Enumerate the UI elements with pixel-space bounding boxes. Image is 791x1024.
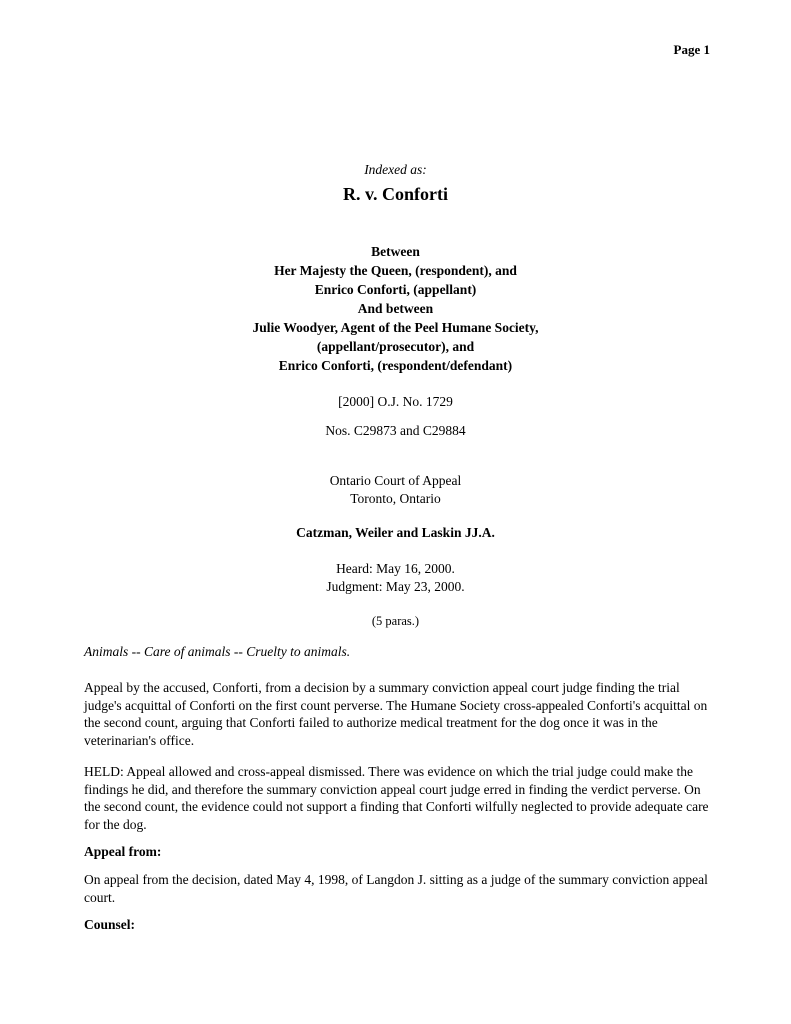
paragraph-count: (5 paras.): [371, 614, 420, 628]
parties-line: (appellant/prosecutor), and: [316, 339, 475, 354]
indexed-as-label: Indexed as:: [364, 162, 427, 177]
page-number: Page 1: [673, 42, 710, 57]
counsel-heading: Counsel:: [84, 917, 136, 932]
summary-paragraph-2: HELD: Appeal allowed and cross-appeal dismissed. There was evidence on which the trial judge could make the findings he did, and therefore the summary conviction appeal court judge erred in finding the verdict perverse. On the second count, the evidence could not support a finding that Conforti wilfully neglected to provide adequate care for the dog.: [84, 764, 709, 832]
appeal-from-heading: Appeal from:: [84, 844, 162, 859]
summary-paragraph-1: Appeal by the accused, Conforti, from a decision by a summary conviction appeal court judge finding the trial judge's acquittal of Conforti on the first count perverse. The Humane Society cross-appealed Conforti's acquittal on the second count, arguing that Conforti failed to authorize medical treatment for the dog once it was in the veterinarian's office.: [84, 680, 708, 748]
parties-line: Her Majesty the Queen, (respondent), and: [274, 263, 517, 278]
dates-block: [0, 560, 791, 596]
court-name: Ontario Court of Appeal: [329, 473, 462, 488]
parties-line: And between: [357, 301, 434, 316]
reporter-citation: [2000] O.J. No. 1729: [338, 394, 453, 409]
court-block: [0, 472, 791, 508]
case-title: R. v. Conforti: [343, 184, 448, 204]
parties-line: Between: [371, 244, 420, 259]
catchwords: Animals -- Care of animals -- Cruelty to animals.: [84, 644, 351, 659]
parties-line: Enrico Conforti, (respondent/defendant): [278, 358, 513, 373]
docket-numbers: Nos. C29873 and C29884: [325, 423, 466, 438]
parties-block: [0, 242, 791, 375]
court-location: Toronto, Ontario: [350, 491, 441, 506]
appeal-from-text: On appeal from the decision, dated May 4, 1998, of Langdon J. sitting as a judge of the summary conviction appeal court.: [84, 872, 708, 905]
heard-date: Heard: May 16, 2000.: [336, 561, 455, 576]
parties-line: Julie Woodyer, Agent of the Peel Humane Society,: [252, 320, 539, 335]
parties-line: Enrico Conforti, (appellant): [314, 282, 477, 297]
judgment-date: Judgment: May 23, 2000.: [326, 579, 465, 594]
judges-panel: Catzman, Weiler and Laskin JJ.A.: [296, 525, 495, 540]
